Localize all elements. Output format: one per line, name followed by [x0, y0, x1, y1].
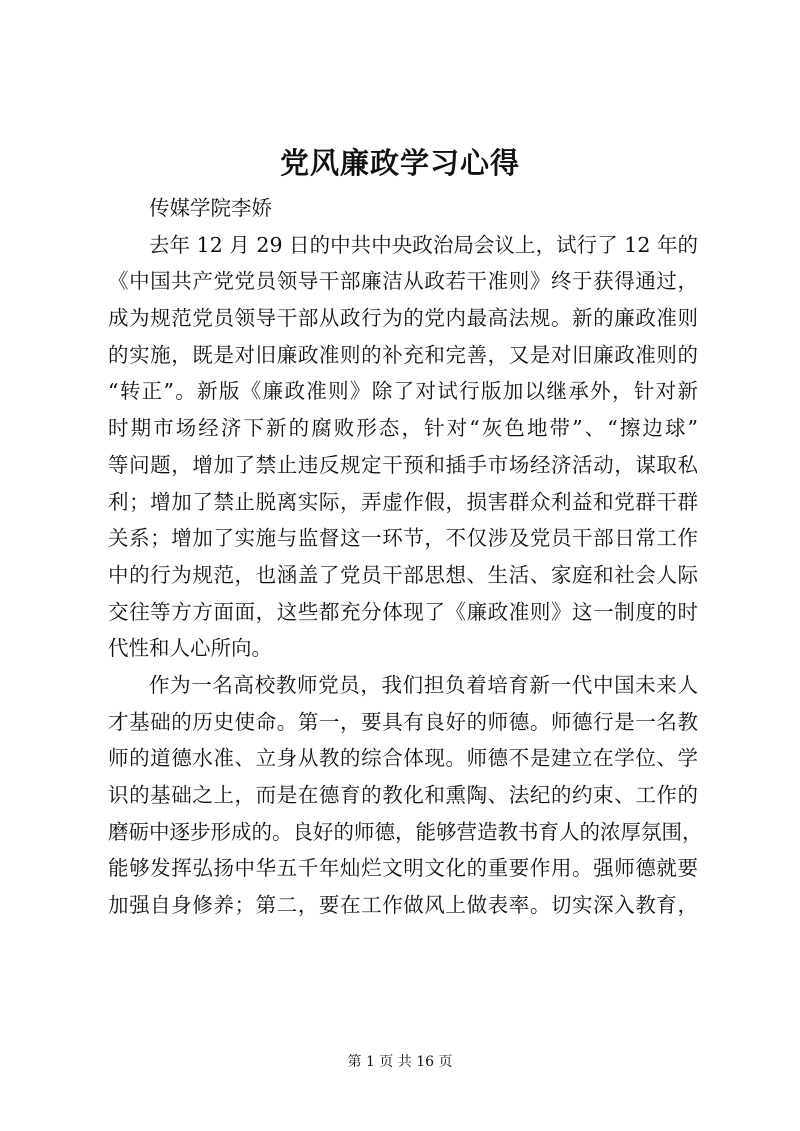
document-title: 党风廉政学习心得 — [279, 146, 520, 180]
text-line: 师的道德水准、立身从教的综合体现。师德不是建立在学位、学 — [108, 746, 698, 771]
text-line: 去年 12 月 29 日的中共中央政治局会议上，试行了 12 年的 — [149, 232, 698, 257]
paragraph-1 — [108, 227, 698, 667]
text-line: 《中国共产党党员领导干部廉洁从政若干准则》终于获得通过， — [108, 269, 698, 294]
text-line: 代性和人心所向。 — [108, 636, 272, 661]
text-line: 作为一名高校教师党员，我们担负着培育新一代中国未来人 — [149, 672, 698, 697]
text-line: 的实施，既是对旧廉政准则的补充和完善，又是对旧廉政准则的 — [108, 342, 698, 367]
text-line: 识的基础之上，而是在德育的教化和熏陶、法纪的约束、工作的 — [108, 783, 698, 807]
text-line: 中的行为规范，也涵盖了党员干部思想、生活、家庭和社会人际 — [108, 562, 698, 587]
text-line: 等问题，增加了禁止违反规定干预和插手市场经济活动，谋取私 — [108, 452, 698, 477]
document-body — [108, 190, 703, 924]
text-line: 才基础的历史使命。第一，要具有良好的师德。师德行是一名教 — [108, 709, 698, 734]
text-line: 关系；增加了实施与监督这一环节，不仅涉及党员干部日常工作 — [108, 526, 698, 551]
paragraph-2 — [108, 667, 703, 924]
text-line: 利；增加了禁止脱离实际，弄虚作假，损害群众利益和党群干群 — [108, 489, 698, 514]
page-footer: 第 1 页 共 16 页 — [347, 1054, 453, 1070]
text-line: 交往等方方面面，这些都充分体现了《廉政准则》这一制度的时 — [108, 599, 698, 624]
text-line: 能够发挥弘扬中华五千年灿烂文明文化的重要作用。强师德就要 — [108, 856, 698, 881]
text-line: 加强自身修养；第二，要在工作做风上做表率。切实深入教育， — [108, 893, 698, 918]
text-line: 成为规范党员领导干部从政行为的党内最高法规。新的廉政准则 — [108, 306, 698, 331]
text-line: 时期市场经济下新的腐败形态，针对“灰色地带”、“擦边球” — [108, 416, 698, 441]
author-line: 传媒学院李娇 — [149, 196, 272, 220]
text-line: “转正”。新版《廉政准则》除了对试行版加以继承外，针对新 — [108, 379, 698, 404]
text-line: 磨砺中逐步形成的。良好的师德，能够营造教书育人的浓厚氛围， — [108, 819, 703, 844]
